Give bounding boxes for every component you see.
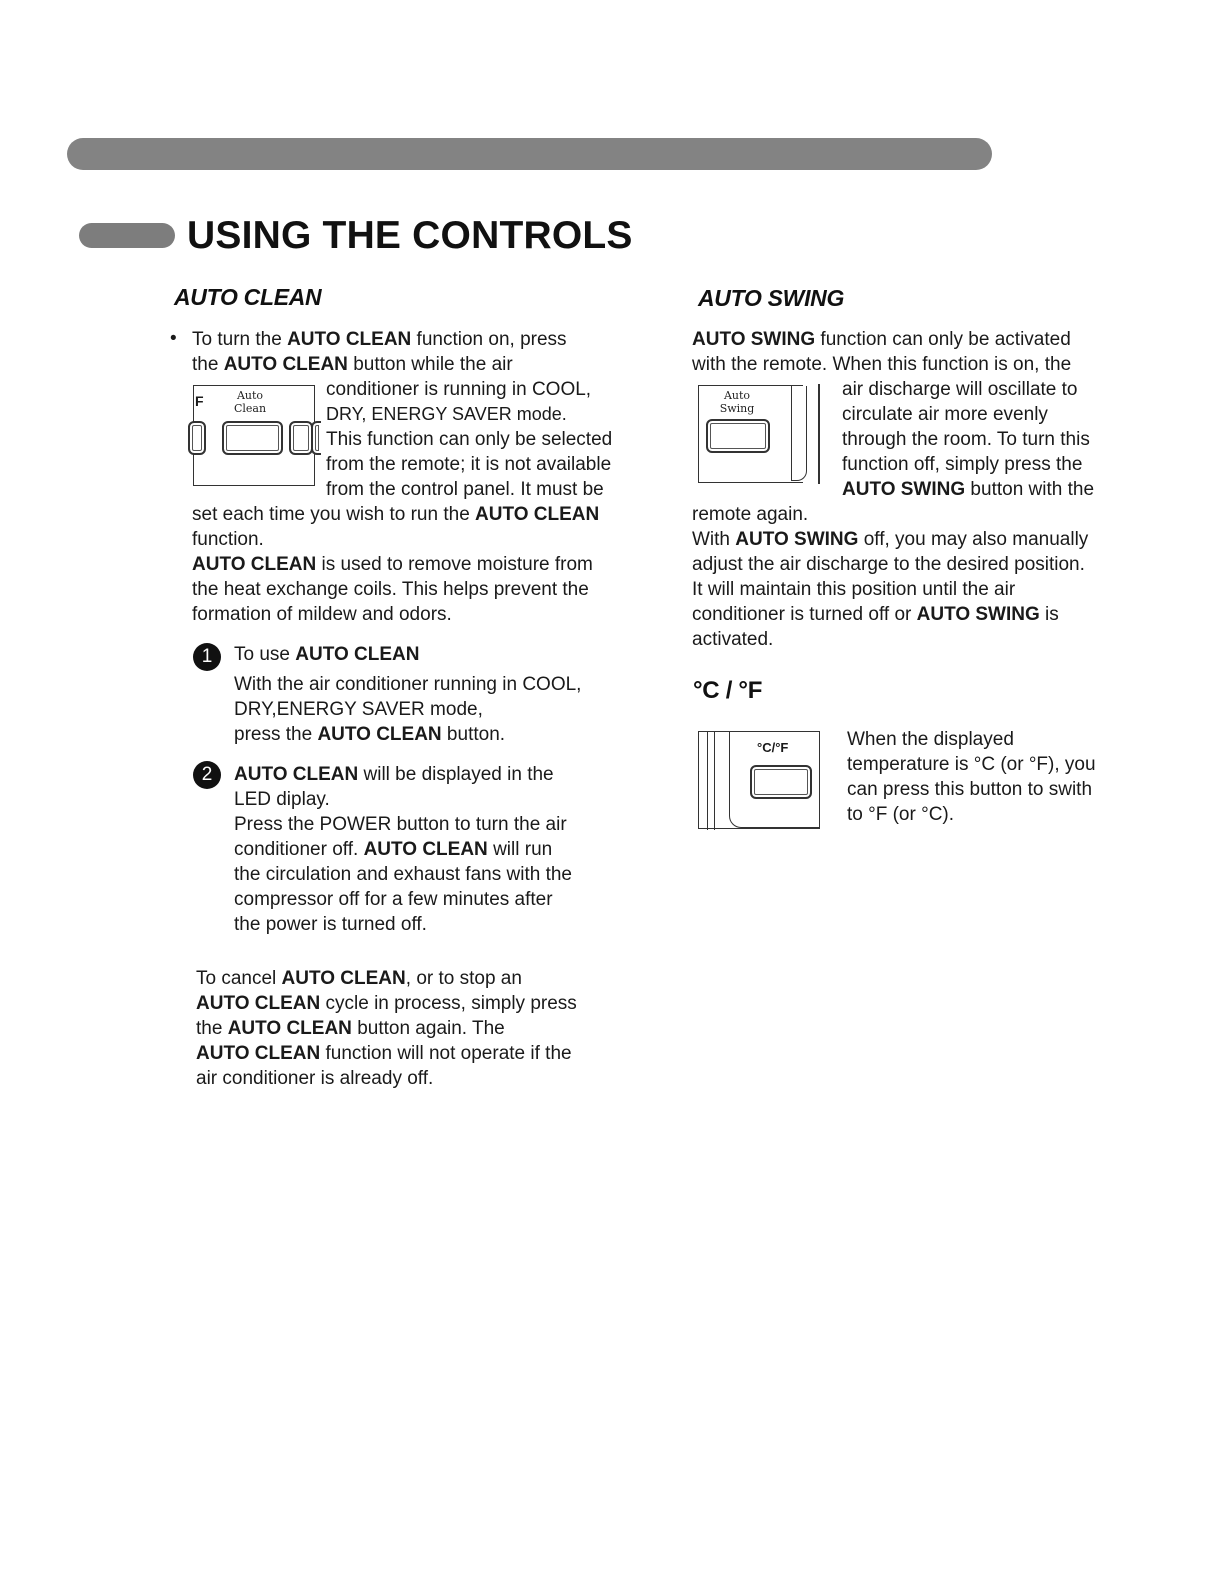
text-line: the AUTO CLEAN button while the air [192, 354, 513, 375]
text-line: AUTO SWING function can only be activated [692, 329, 1071, 350]
text-line: air discharge will oscillate to [842, 379, 1078, 400]
text-line: the power is turned off. [234, 914, 427, 935]
text-line: With AUTO SWING off, you may also manually [692, 529, 1089, 550]
auto-swing-button-shape [706, 419, 770, 453]
bullet-dot: • [170, 328, 177, 349]
text-line: AUTO SWING button with the [842, 479, 1095, 500]
temp-unit-panel-illustration [698, 731, 820, 829]
text-line: can press this button to swith [847, 779, 1093, 800]
text-line: activated. [692, 629, 774, 650]
text-line: LED diplay. [234, 789, 330, 810]
text-line: press the AUTO CLEAN button. [234, 724, 506, 745]
text-line: With the air conditioner running in COOL, [234, 674, 582, 695]
text-line: the AUTO CLEAN button again. The [196, 1018, 505, 1039]
auto-swing-heading: AUTO SWING [698, 285, 845, 311]
text-line: the circulation and exhaust fans with the [234, 864, 572, 885]
text-line: When the displayed [847, 729, 1014, 750]
text-line: AUTO CLEAN cycle in process, simply press [196, 993, 577, 1014]
auto-swing-panel-illustration [698, 385, 803, 483]
step-2-badge: 2 [193, 761, 221, 789]
text-line: to °F (or °C). [847, 804, 955, 825]
text-line: DRY,ENERGY SAVER mode, [234, 699, 483, 720]
text-line: function. [192, 529, 264, 550]
text-line: from the control panel. It must be [326, 479, 604, 500]
text-line: conditioner off. AUTO CLEAN will run [234, 839, 553, 860]
edge-button-shape [311, 421, 321, 455]
text-line: temperature is °C (or °F), you [847, 754, 1096, 775]
button-label: Auto Clean [233, 389, 267, 415]
text-line: function off, simply press the [842, 454, 1083, 475]
text-line: AUTO CLEAN will be displayed in the [234, 764, 554, 785]
text-line: This function can only be selected [326, 429, 613, 450]
text-line: It will maintain this position until the air [692, 579, 1016, 600]
text-line: from the remote; it is not available [326, 454, 612, 475]
auto-clean-panel-illustration [193, 385, 315, 486]
auto-clean-button-shape [222, 421, 283, 455]
button-label: Auto Swing [719, 389, 755, 415]
title-pill-decoration [79, 223, 175, 248]
text-line: AUTO CLEAN is used to remove moisture from [192, 554, 593, 575]
auto-clean-heading: AUTO CLEAN [174, 284, 322, 310]
temp-unit-button-shape [750, 765, 812, 799]
text-line: adjust the air discharge to the desired position. [692, 554, 1085, 575]
text-line: To use AUTO CLEAN [234, 644, 420, 665]
text-line: Press the POWER button to turn the air [234, 814, 567, 835]
text-line: conditioner is turned off or AUTO SWING is [692, 604, 1059, 625]
panel-edge-line [818, 384, 820, 484]
text-line: formation of mildew and odors. [192, 604, 452, 625]
temp-unit-heading: °C / °F [693, 677, 763, 704]
right-button-shape [289, 421, 313, 455]
step-1-badge: 1 [193, 643, 221, 671]
text-line: To turn the AUTO CLEAN function on, press [192, 329, 567, 350]
text-line: remote again. [692, 504, 809, 525]
text-line: the heat exchange coils. This helps prevent the [192, 579, 589, 600]
text-line: set each time you wish to run the AUTO CLEAN [192, 504, 600, 525]
text-line: through the room. To turn this [842, 429, 1090, 450]
text-line: compressor off for a few minutes after [234, 889, 553, 910]
left-button-shape [188, 421, 206, 455]
panel-letter: F [195, 393, 204, 409]
header-bar [67, 138, 992, 170]
text-line: To cancel AUTO CLEAN, or to stop an [196, 968, 522, 989]
text-line: with the remote. When this function is on, the [692, 354, 1072, 375]
button-label: °C/°F [757, 740, 789, 755]
text-line: AUTO CLEAN function will not operate if the [196, 1043, 572, 1064]
text-line: circulate air more evenly [842, 404, 1048, 425]
text-line: air conditioner is already off. [196, 1068, 434, 1089]
page-title: USING THE CONTROLS [187, 214, 633, 257]
text-line: DRY, ENERGY SAVER mode. [326, 404, 567, 424]
text-line: conditioner is running in COOL, [326, 379, 592, 400]
